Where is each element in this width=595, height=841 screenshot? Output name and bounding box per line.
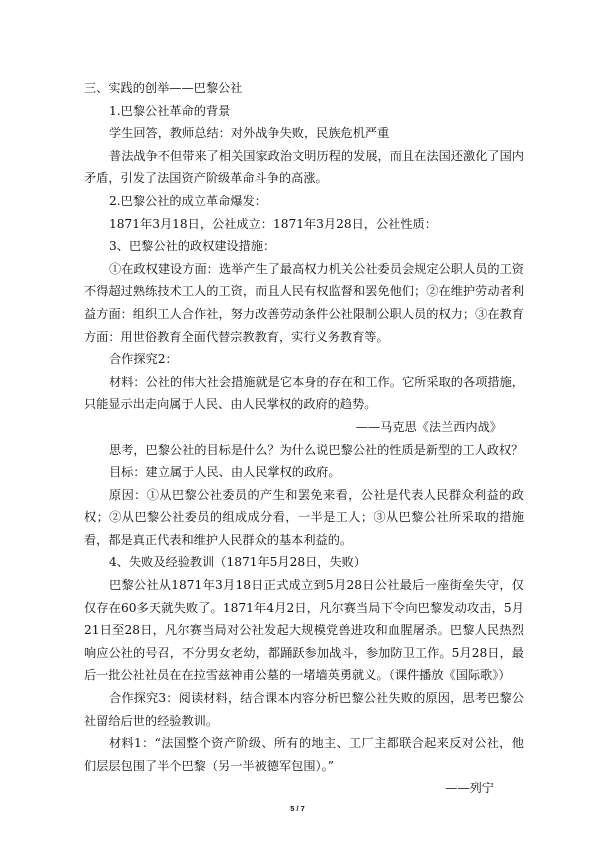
document-body [84, 77, 524, 800]
subheading-background: 1.巴黎公社革命的背景 [109, 103, 231, 118]
paragraph-student-answer: 学生回答，教师总结：对外战争失败，民族危机严重 [109, 126, 390, 141]
paragraph-material-marx: 材料：公社的伟大社会措施就是它本身的存在和工作。它所采取的各项措施，只能显示出走向属于人民、由人民掌权的政府的趋势。 [84, 374, 524, 412]
section-heading: 三、实践的创举——巴黎公社 [84, 81, 243, 95]
paragraph-franco-prussian-war: 普法战争不但带来了相关国家政治文明历程的发展，而且在法国还激化了国内矛盾，引发了法国资产阶级革命斗争的高涨。 [84, 148, 524, 186]
subheading-establishment: 2.巴黎公社的成立革命爆发： [109, 193, 267, 208]
paragraph-question: 思考，巴黎公社的目标是什么？为什么说巴黎公社的性质是新型的工人政权？ [109, 442, 524, 457]
citation-lenin: ——列宁 [445, 781, 494, 796]
paragraph-goal: 目标：建立属于人民、由人民掌权的政府。 [109, 465, 341, 480]
paragraph-failure-history: 巴黎公社从1871年3月18日正式成立到5月28日公社最后一座街垒失守，仅仅存在60多天就失败了。1871年4月2日，凡尔赛当局下令向巴黎发动攻击，5月21日至28日，凡尔赛当局对公社发起大规模党兽进攻和血腥屠杀。巴黎人民热烈响应公社的号召，不分男女老幼，都踊跃参加战斗，参加防卫工作。5月28日，最后一批公社社员在在拉雪兹神甫公墓的一堵墙英勇就义。（课件播放《国际歌》） [84, 578, 524, 683]
paragraph-reasons: 原因：①从巴黎公社委员的产生和罢免来看，公社是代表人民群众利益的政权；②从巴黎公社委员的组成成分看，一半是工人；③从巴黎公社所采取的措施看，都是真正代表和维护人民群众的基本利益的。 [84, 487, 524, 547]
subheading-failure: 4、失败及经验教训（1871年5月28日，失败） [109, 555, 367, 570]
paragraph-material-1: 材料1：“法国整个资产阶级、所有的地主、工厂主都联合起来反对公社，他们层层包围了半个巴黎（另一半被德军包围）。” [84, 736, 524, 773]
paragraph-cooperative-inquiry-3: 合作探究3：阅读材料，结合课本内容分析巴黎公社失败的原因，思考巴黎公社留给后世的经验教训。 [84, 691, 524, 728]
subheading-measures: 3、巴黎公社的政权建设措施： [109, 239, 276, 254]
page-number: 5 / 7 [290, 804, 305, 813]
citation-marx: ——马克思《法兰西内战》 [355, 419, 502, 434]
paragraph-measures: ①在政权建设方面：选举产生了最高权力机关公社委员会规定公职人员的工资不得超过熟练技术工人的工资，而且人民有权监督和罢免他们；②在维护劳动者利益方面：组织工人合作社，努力改善劳动条件公社限制公职人员的权力；③在教育方面：用世俗教育全面代替宗教教育，实行义务教育等。 [84, 261, 524, 344]
paragraph-dates: 1871年3月18日，公社成立：1871年3月28日，公社性质： [109, 216, 437, 231]
label-cooperative-inquiry-2: 合作探究2： [109, 352, 178, 367]
